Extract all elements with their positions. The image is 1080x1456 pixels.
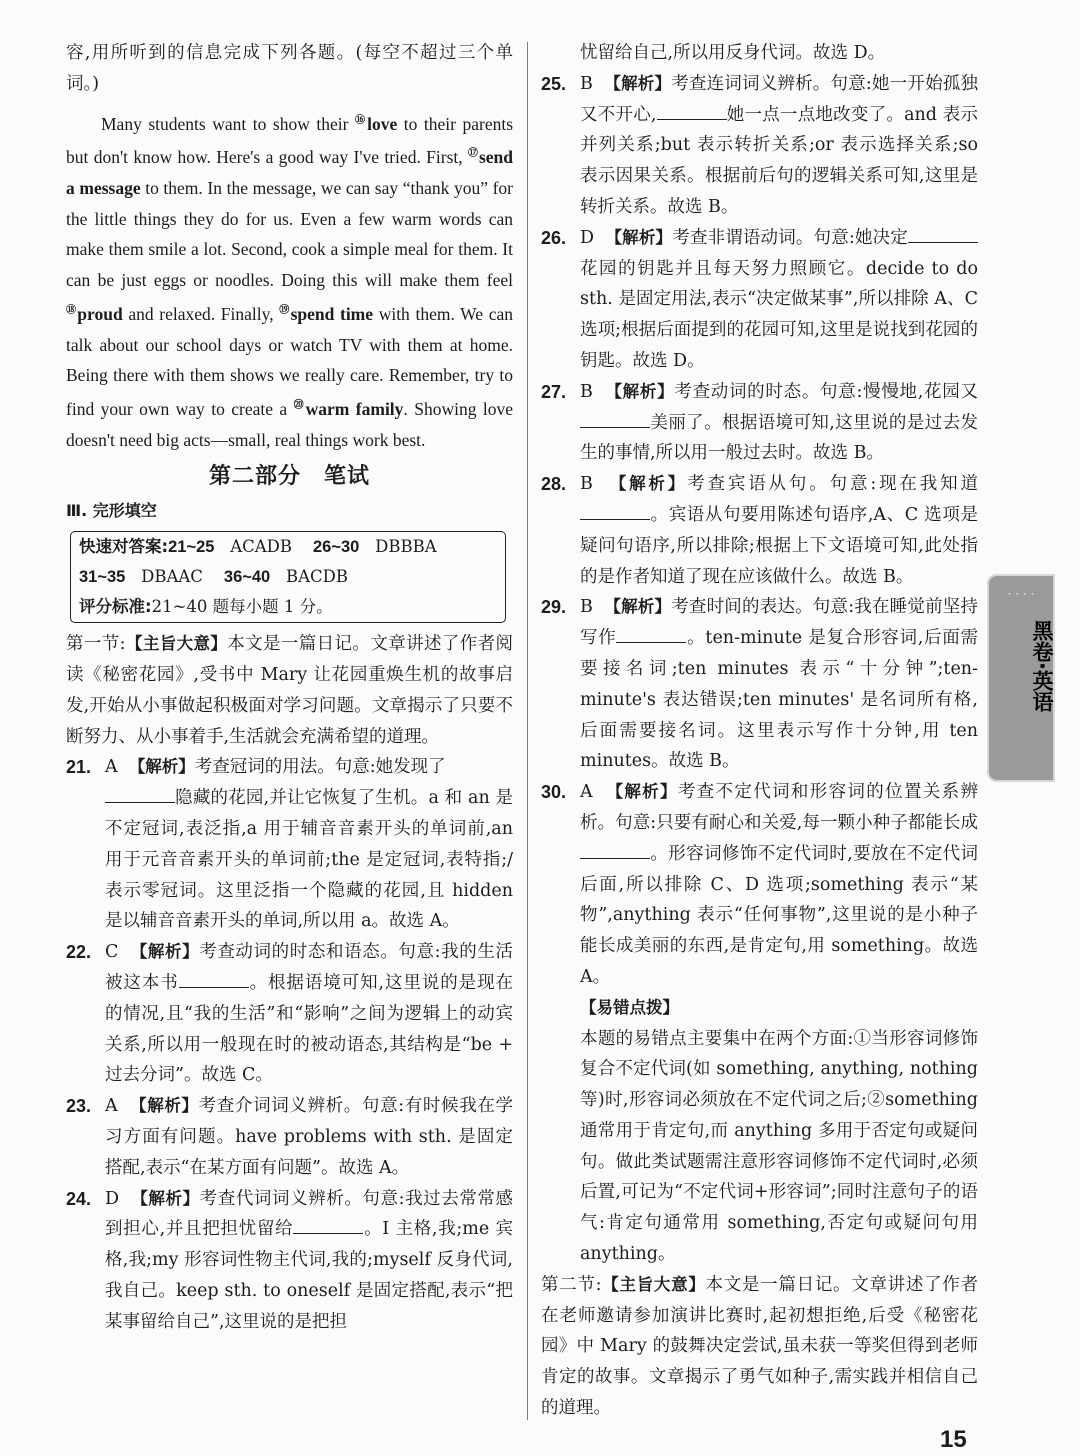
answer-17: send a message [66,147,513,198]
blank-line [908,224,978,243]
tip-title: 【易错点拨】 [580,997,679,1017]
page-number: 15 [940,1426,967,1453]
question-22: 22. C 【解析】考查动词的时态和语态。句意:我的生活被这本书 。根据语境可知,这里说的是现在的情况,且“我的生活”和“影响”之间为逻辑上的动宾关系,所以用一般现在时的被动语态,其结构是“be + 过去分词”。故选 C。 [66,942,514,1086]
blank-line [580,840,650,859]
side-tab-dots: · · · · [1007,587,1035,601]
blank-line [616,624,686,643]
question-25: 25. B 【解析】考查连词词义辨析。句意:她一开始孤独又不开心, 她一点一点地改变了。and 表示并列关系;but 表示转折关系;or 表示选择关系;so 表示因果关系。根据前后句的逻辑关系可知,这里是转折关系。故选 B。 [541,73,979,217]
question-30: 30. A 【解析】考查不定代词和形容词的位置关系辨析。句意:只要有耐心和关爱,每一颗小种子都能长成。形容词修饰不定代词时,要放在不定代词后面,所以排除 C、D 选项;something 表示“某物”,anything 表示“任何事物”,这里说的是小种子能长成美丽的东西,是肯定句,用 something。故选 A。 [541,782,978,987]
blank-line [179,969,249,988]
blank-line [105,784,175,803]
question-26: 26. D 【解析】考查非谓语动词。句意:她决定花园的钥匙并且每天努力照顾它。decide to do sth. 是固定用法,表示“决定做某事”,所以排除 A、C 选项;根据后面提到的花园可知,这里是说找到花园的钥匙。故选 D。 [541,223,978,377]
quick-answer-box: 快速对答案:21~25 ACADB 26~30 DBBBA 31~35 DBAAC 36~40 BACDB 评分标准:21~40 题每小题 1 分。 [70,531,506,623]
part-title: 第二部分 笔试 [208,463,370,489]
summary-section-2: 第二节:【主旨大意】本文是一篇日记。文章讲述了作者在老师邀请参加演讲比赛时,起初想拒绝,后受《秘密花园》中 Mary 的鼓舞决定尝试,虽未获一等奖但得到老师肯定的故事。文章揭示了勇气如种子,需实践并相信自己的道理。 [541,1274,979,1419]
answer-16: love [367,113,398,134]
question-29: 29. B 【解析】考查时间的表达。句意:我在睡觉前坚持写作 。ten-minute 是复合形容词,后面需要接名词;ten minutes 表示“十分钟”;ten-minute's 表达错误;ten minutes' 是名词所有格,后面需要接名词。这里表示写作十分钟,用 ten minutes。故选 B。 [541,597,978,772]
question-23: 23. A 【解析】考查介词词义辨析。句意:有时候我在学习方面有问题。have problems with sth. 是固定搭配,表示“在某方面有问题”。故选 A。 [66,1096,513,1178]
right-column [541,38,978,1424]
tip-text: 本题的易错点主要集中在两个方面:①当形容词修饰复合不定代词(如 something, anything, nothing 等)时,形容词必须放在不定代词之后;②something 通常用于肯定句,而 anything 多用于否定句或疑问句。做此类试题需注意形容词修饰不定代词时,必须后置,可记为“不定代词+形容词”;同时注意句子的语气:肯定句通常用 something,否定句或疑问句用 anything。 [580,1028,978,1265]
column-divider [527,42,528,1420]
question-27: 27. B 【解析】考查动词的时态。句意:慢慢地,花园又美丽了。根据语境可知,这里说的是过去发生的事情,所以用一般过去时。故选 B。 [541,381,978,464]
blank-line [657,101,727,120]
answer-20: warm family [305,399,404,420]
listening-passage: Many students want to show their ⑯love to their parents but don't know how. Here's a good way I've tried. First, ⑰send a message to them. In the message, we can say “thank you” for the little things they do for us. Even a few warm words can make them smile a lot. Second, cook a simple meal for them. It can be just eggs or noodles. Doing this will make them feel ⑱proud and relaxed. Finally, ⑲spend time with them. We can talk about our school days or watch TV with them at home. Being there with them shows we really care. Remember, try to find your own way to create a ⑳warm family. Showing love doesn't need big acts—small, real things work best. [66,113,514,450]
question-28: 28. B 【解析】考查宾语从句。句意:现在我知道。宾语从句要用陈述句语序,A、C 选项是疑问句语序,所以排除;根据上下文语境可知,此处指的是作者知道了现在应该做什么。故选 B。 [541,474,978,587]
blank-line [580,409,650,428]
answer-19: spend time [290,303,374,324]
question-24: 24. D 【解析】考查代词词义辨析。句意:我过去常常感到担心,并且把担忧留给 。I 主格,我;me 宾格,我;my 形容词性物主代词,我的;myself 反身代词,我自己。keep sth. to oneself 是固定搭配,表示“把某事留给自己”,这里说的是把担 [66,1188,514,1332]
blank-line [580,501,650,520]
side-tab [987,574,1055,782]
question-21: 21. A 【解析】考查冠词的用法。句意:她发现了 隐藏的花园,并让它恢复了生机。a 和 an 是不定冠词,表泛指,a 用于辅音音素开头的单词前,an 用于元音音素开头的单词前;the 是定冠词,表特指;/ 表示零冠词。这里泛指一个隐藏的花园,且 hidden 是以辅音音素开头的单词,所以用 a。故选 A。 [66,757,513,932]
question-24-continued: 忧留给自己,所以用反身代词。故选 D。 [580,43,886,63]
summary-section-1: 第一节:【主旨大意】本文是一篇日记。文章讲述了作者阅读《秘密花园》,受书中 Mary 让花园重焕生机的故事启发,开始从小事做起积极面对学习问题。文章揭示了只要不断努力、从小事着手,生活就会充满希望的道理。 [66,634,514,747]
tip-block [541,993,978,1270]
listening-instruction: 容,用所听到的信息完成下列各题。(每空不超过三个单词。) [66,43,513,94]
answer-18: proud [77,303,123,324]
section-title: Ⅲ. 完形填空 [66,501,157,521]
blank-line [293,1215,363,1234]
left-column [66,38,513,1338]
side-tab-label: 黑卷·英语 [1030,620,1054,712]
